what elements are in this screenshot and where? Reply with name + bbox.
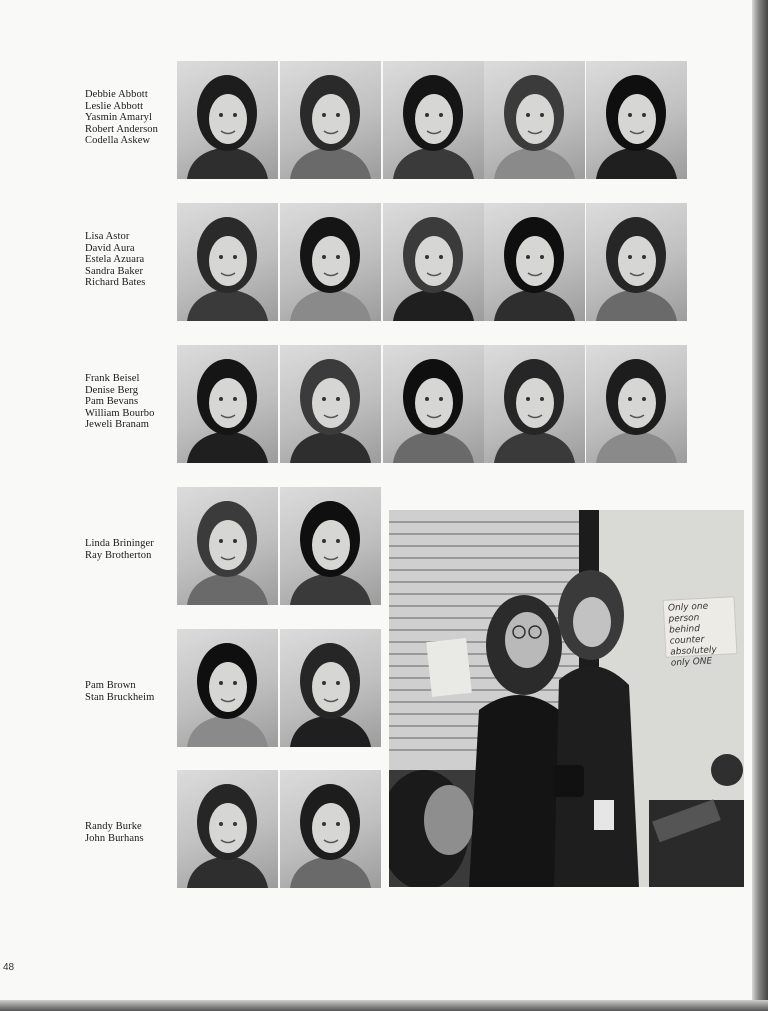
student-name: Estela Azuara <box>85 254 145 266</box>
sign-line: absolutely <box>670 645 718 658</box>
student-portrait <box>280 345 381 463</box>
student-portrait <box>586 61 687 179</box>
student-name: Pam Bevans <box>85 396 139 408</box>
name-list-row-3 <box>85 373 155 431</box>
student-name: Linda Brininger <box>85 538 154 549</box>
sign-line: only ONE <box>670 656 713 669</box>
student-name: John Burhans <box>85 832 144 844</box>
student-name: Robert Anderson <box>85 123 158 135</box>
sign-line: behind counter <box>668 624 705 647</box>
student-portrait <box>177 770 278 888</box>
student-name: Yasmin Amaryl <box>85 112 153 124</box>
student-name: Frank Beisel <box>85 373 140 384</box>
page-bottom-edge <box>0 1000 768 1011</box>
name-list-row-4 <box>85 538 154 561</box>
student-name: David Aura <box>85 242 135 254</box>
student-portrait <box>484 61 585 179</box>
name-list-row-5 <box>85 680 154 703</box>
name-list-row-1 <box>85 89 158 147</box>
student-portrait <box>280 770 381 888</box>
student-portrait <box>383 203 484 321</box>
name-list-row-6 <box>85 821 144 844</box>
student-portrait <box>383 61 484 179</box>
candid-wall-sign <box>663 596 738 669</box>
student-name: Debbie Abbott <box>85 89 148 100</box>
student-name: Lisa Astor <box>85 231 130 242</box>
student-name: Pam Brown <box>85 680 136 691</box>
student-portrait <box>177 61 278 179</box>
page-number: 48 <box>3 962 15 973</box>
student-portrait <box>177 629 278 747</box>
student-portrait <box>177 345 278 463</box>
sign-line: Only one person <box>667 601 709 625</box>
student-portrait <box>484 345 585 463</box>
student-portrait <box>280 203 381 321</box>
student-portrait <box>280 487 381 605</box>
student-name: Codella Askew <box>85 135 151 147</box>
student-portrait <box>586 203 687 321</box>
student-name: Richard Bates <box>85 277 146 289</box>
candid-photo <box>389 510 744 887</box>
student-name: William Bourbo <box>85 407 155 419</box>
student-name: Sandra Baker <box>85 265 144 277</box>
student-name: Ray Brotherton <box>85 549 152 561</box>
student-portrait <box>280 61 381 179</box>
student-name: Randy Burke <box>85 821 142 832</box>
student-name: Denise Berg <box>85 384 139 396</box>
student-name: Stan Bruckheim <box>85 691 155 703</box>
student-portrait <box>177 487 278 605</box>
student-portrait <box>280 629 381 747</box>
student-portrait <box>586 345 687 463</box>
student-portrait <box>484 203 585 321</box>
student-portrait <box>383 345 484 463</box>
student-portrait <box>177 203 278 321</box>
student-name: Leslie Abbott <box>85 100 144 112</box>
book-spine-edge <box>752 0 768 1011</box>
student-name: Jeweli Branam <box>85 419 149 431</box>
name-list-row-2 <box>85 231 146 289</box>
